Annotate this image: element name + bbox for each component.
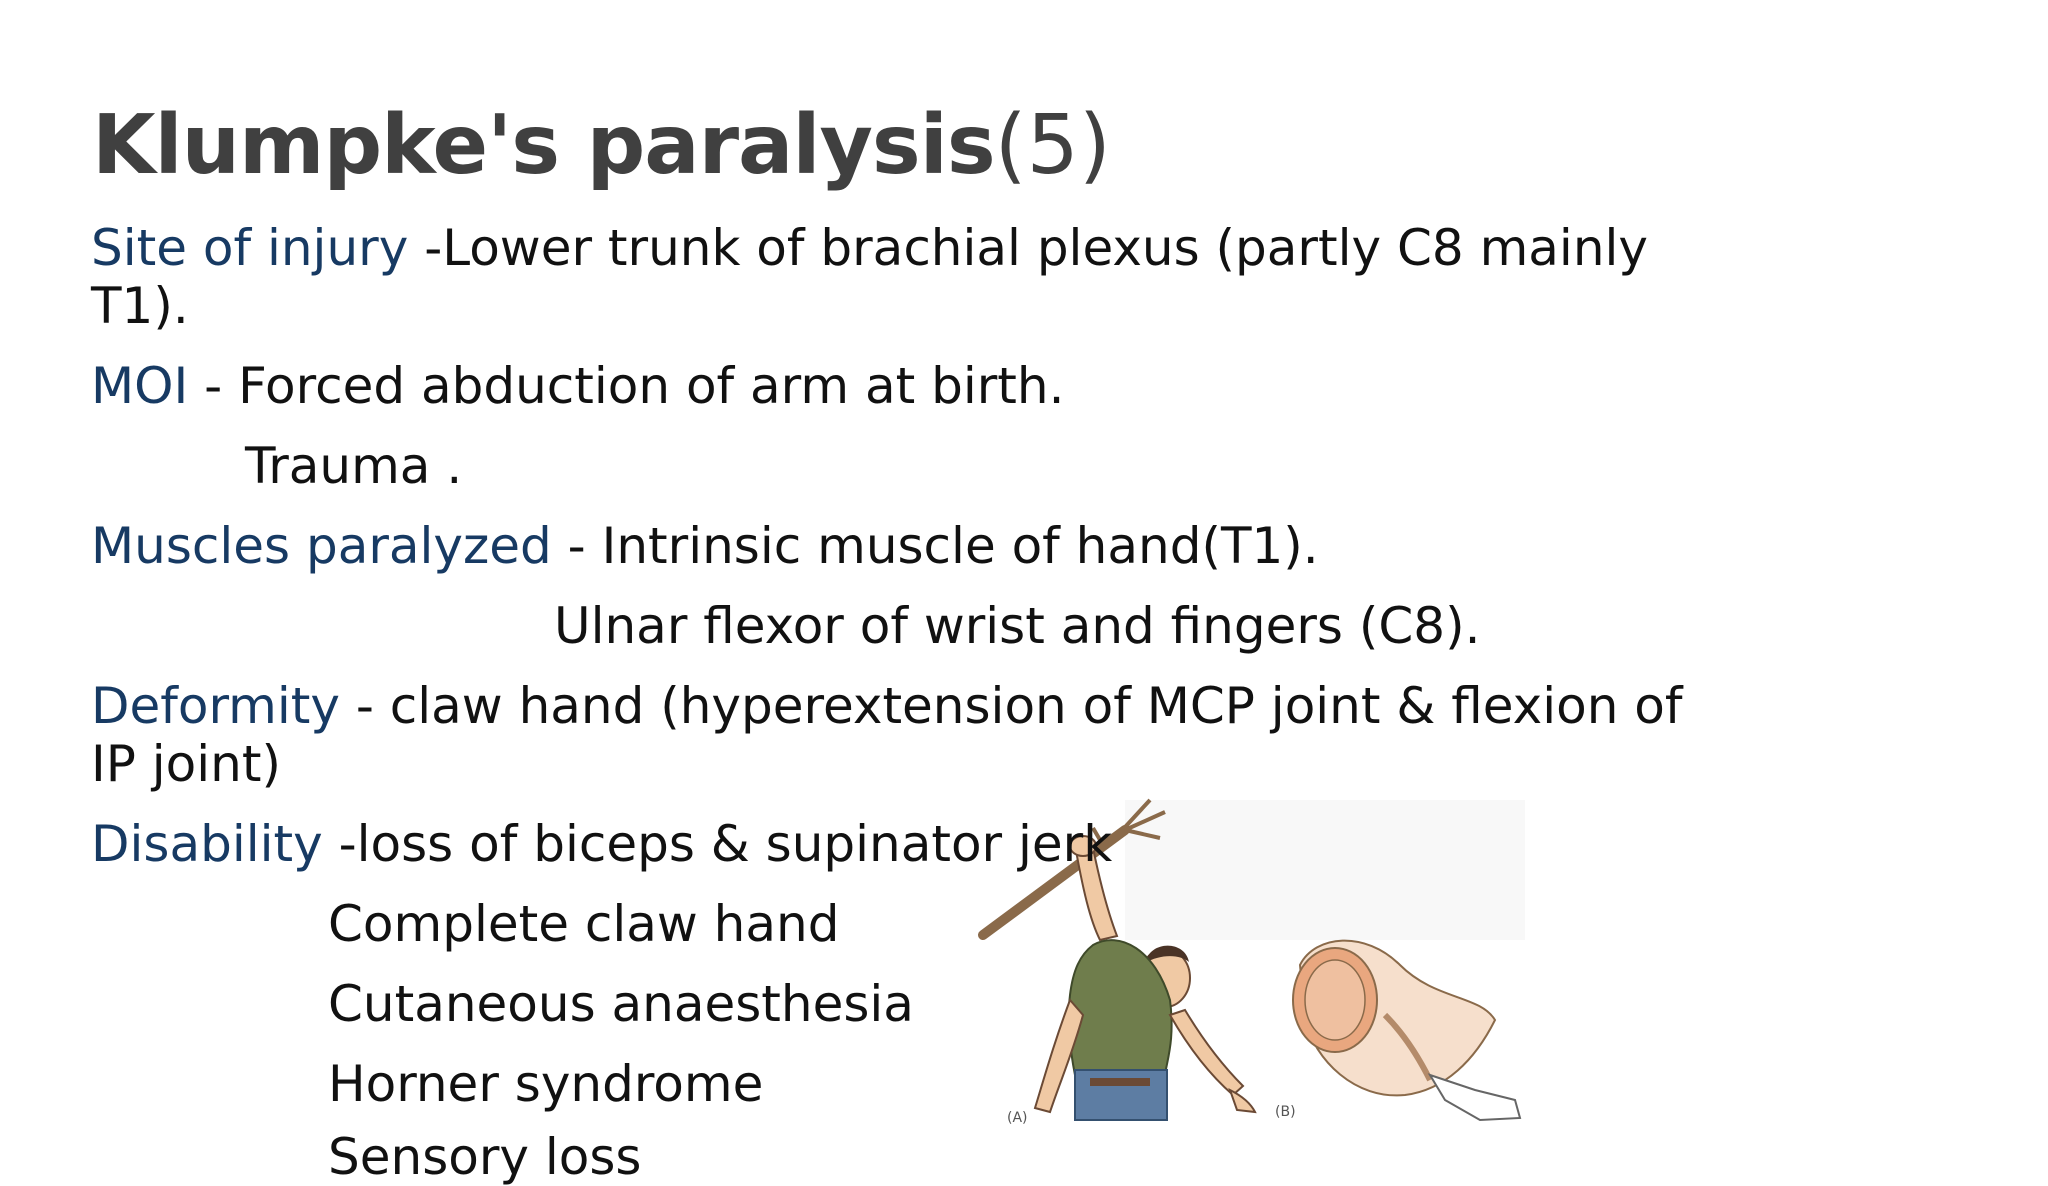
figure-background bbox=[1125, 800, 1525, 940]
moi-continuation: Trauma . bbox=[245, 437, 463, 495]
disability-term: Disability bbox=[91, 815, 323, 873]
disability-item: Complete claw hand bbox=[328, 895, 840, 953]
gloved-hand bbox=[1430, 1075, 1520, 1120]
deformity-text: - claw hand (hyperextension of MCP joint & flexion of bbox=[339, 677, 1683, 735]
disability-line bbox=[91, 815, 1112, 873]
deformity-line-2: IP joint) bbox=[91, 735, 281, 793]
site-of-injury-line-2: T1). bbox=[91, 277, 189, 335]
deformity-line bbox=[91, 677, 1682, 735]
muscles-paralyzed-text: - Intrinsic muscle of hand(T1). bbox=[551, 517, 1319, 575]
muscles-paralyzed-line bbox=[91, 517, 1319, 575]
jeans bbox=[1075, 1070, 1167, 1120]
figure-b-breech-delivery bbox=[1293, 941, 1520, 1120]
disability-text: -loss of biceps & supinator jerk bbox=[322, 815, 1113, 873]
site-of-injury-term: Site of injury bbox=[91, 219, 409, 277]
deformity-term: Deformity bbox=[91, 677, 340, 735]
fetus bbox=[1305, 960, 1365, 1040]
figure-label-a: (A) bbox=[1007, 1110, 1028, 1126]
belt bbox=[1090, 1078, 1150, 1086]
right-hand bbox=[1230, 1090, 1255, 1112]
disability-item: Horner syndrome bbox=[328, 1055, 764, 1113]
moi-term: MOI bbox=[91, 357, 189, 415]
slide-title-number: (5) bbox=[994, 98, 1111, 193]
site-of-injury-text: -Lower trunk of brachial plexus (partly C8 mainly bbox=[408, 219, 1648, 277]
site-of-injury-line bbox=[91, 219, 1648, 277]
moi-line bbox=[91, 357, 1064, 415]
right-arm bbox=[1170, 1010, 1243, 1095]
figure-label-b: (B) bbox=[1275, 1104, 1296, 1120]
muscles-paralyzed-continuation: Ulnar flexor of wrist and fingers (C8). bbox=[554, 597, 1481, 655]
disability-item: Sensory loss bbox=[328, 1128, 642, 1186]
moi-text: - Forced abduction of arm at birth. bbox=[188, 357, 1065, 415]
slide-title bbox=[92, 96, 1111, 196]
muscles-paralyzed-term: Muscles paralyzed bbox=[91, 517, 552, 575]
slide-title-main: Klumpke's paralysis bbox=[92, 98, 995, 193]
disability-item: Cutaneous anaesthesia bbox=[328, 975, 914, 1033]
